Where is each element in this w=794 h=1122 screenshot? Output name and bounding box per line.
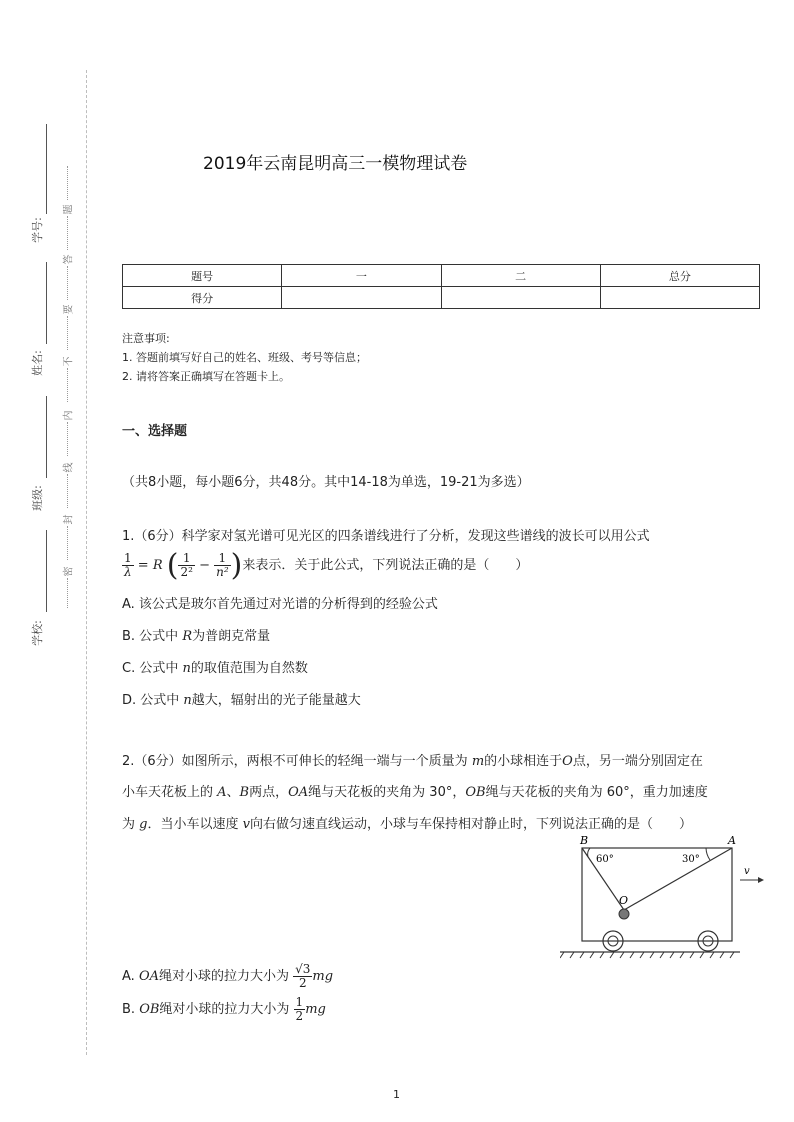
formula-term: $\frac{1}{\text{2²}}$ <box>180 550 193 579</box>
q1-option-d[interactable]: D. 公式中 n越大，辐射出的光子能量越大 <box>122 693 361 708</box>
notes-heading: 注意事项: <box>122 332 170 345</box>
angle-30: 30° <box>682 854 700 865</box>
score-table-row <box>123 287 760 309</box>
school-underline <box>46 530 47 612</box>
seal-dots <box>67 422 68 456</box>
q1-formula-tail: 来表示．关于此公式，下列说法正确的是（ ） <box>242 558 529 573</box>
formula-lhs: $\frac{1}{\lambda}$ <box>124 550 132 579</box>
class-underline <box>46 396 47 478</box>
angle-60: 60° <box>596 854 614 865</box>
name-label: 姓名: <box>30 350 44 376</box>
score-cell[interactable] <box>441 287 600 309</box>
q2-stem-line2: 小车天花板上的 A、B两点，OA绳与天花板的夹角为 30°，OB绳与天花板的夹角为 60°，重力加速度 <box>122 785 708 800</box>
id-underline <box>46 124 47 214</box>
seal-char: 答 <box>63 254 75 265</box>
score-table <box>122 264 760 309</box>
section-intro: （共8小题，每小题6分，共48分。其中14-18为单选，19-21为多选） <box>122 475 530 490</box>
formula-term: $\frac{1}{\text{n²}}$ <box>216 550 229 579</box>
header-cell: 一 <box>282 265 441 287</box>
ground-hatching <box>560 952 734 958</box>
q1-stem: 1.（6分）科学家对氢光谱可见光区的四条谱线进行了分析，发现这些谱线的波长可以用公式 <box>122 529 650 544</box>
section-title: 一、选择题 <box>122 424 188 439</box>
seal-dots <box>67 526 68 560</box>
score-row-label: 得分 <box>123 287 282 309</box>
seal-dots <box>67 266 68 300</box>
q1-option-c[interactable]: C. 公式中 n的取值范围为自然数 <box>122 661 308 676</box>
header-cell: 题号 <box>123 265 282 287</box>
notes-item: 2. 请将答案正确填写在答题卡上。 <box>122 370 290 383</box>
seal-char: 题 <box>63 204 75 215</box>
rope-oa <box>624 848 732 910</box>
q2-option-b[interactable]: B. OB绳对小球的拉力大小为 $\frac{1}{2}$ mg <box>122 995 326 1024</box>
label-b: B <box>580 834 589 847</box>
page-number: 1 <box>393 1088 400 1101</box>
seal-char: 不 <box>63 356 75 367</box>
score-cell[interactable] <box>600 287 759 309</box>
exam-title: 2019年云南昆明高三一模物理试卷 <box>203 154 468 174</box>
seal-char: 线 <box>63 462 75 473</box>
label-o: O <box>619 894 629 907</box>
q1-formula-line: $\frac{1}{\lambda}$ = R ( $\frac{1}{\text{2²}}$ − $\frac{1}{\text{n²}}$ )来表示．关于此公式，下列说法正确的是（ ） <box>124 548 529 583</box>
binding-dashed-rule <box>86 70 87 1055</box>
name-underline <box>46 262 47 344</box>
seal-char: 要 <box>63 304 75 315</box>
q2-stem-line1: 2.（6分）如图所示，两根不可伸长的轻绳一端与一个质量为 m的小球相连于O点，另一端分别固定在 <box>122 754 703 769</box>
notes-block <box>122 329 367 386</box>
label-a: A <box>728 834 736 847</box>
velocity-arrowhead <box>758 877 764 883</box>
angle-arc-left <box>588 848 590 857</box>
student-id-label: 学号: <box>30 217 44 243</box>
seal-char: 密 <box>63 566 75 577</box>
ball <box>619 909 629 919</box>
class-label: 班级: <box>30 485 44 511</box>
seal-dots <box>67 578 68 608</box>
label-v: v <box>744 866 750 877</box>
notes-item: 1. 答题前填写好自己的姓名、班级、考号等信息； <box>122 351 367 364</box>
seal-dots <box>67 368 68 402</box>
score-table-header <box>123 265 760 287</box>
q1-option-b[interactable]: B. 公式中 R为普朗克常量 <box>122 629 271 644</box>
q2-option-a[interactable]: A. OA绳对小球的拉力大小为 $\frac{√3}{2}$ mg <box>122 962 334 991</box>
seal-dots <box>67 216 68 250</box>
school-label: 学校: <box>30 620 44 646</box>
seal-dots <box>67 316 68 350</box>
header-cell: 总分 <box>600 265 759 287</box>
seal-dots <box>67 474 68 508</box>
cart-figure <box>560 832 770 962</box>
seal-char: 封 <box>63 514 75 525</box>
angle-arc-right <box>706 848 710 860</box>
score-cell[interactable] <box>282 287 441 309</box>
q2-stem-line3: 为 g．当小车以速度 v向右做匀速直线运动，小球与车保持相对静止时，下列说法正确的是（ ） <box>122 817 692 832</box>
seal-char: 内 <box>63 410 75 421</box>
header-cell: 二 <box>441 265 600 287</box>
seal-dots <box>67 166 68 200</box>
q1-option-a[interactable]: A. 该公式是玻尔首先通过对光谱的分析得到的经验公式 <box>122 597 438 612</box>
